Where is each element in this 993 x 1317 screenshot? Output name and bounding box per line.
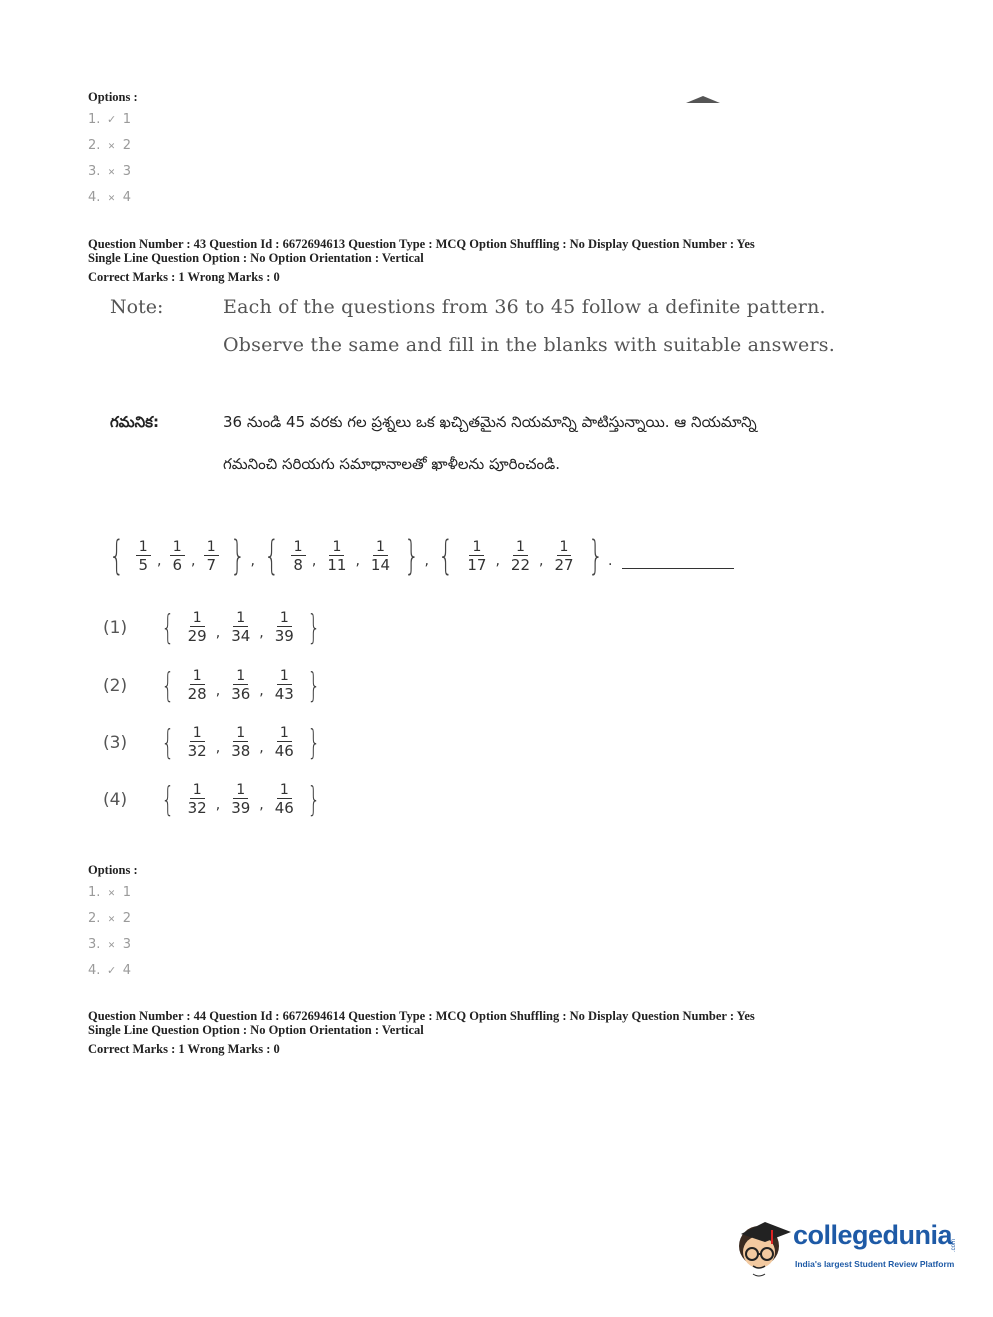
- choice-3: (3) { $\frac{1}{32}$ , $\frac{1}{38}$ , $\frac{1}{46}$ }: [103, 722, 321, 763]
- logo-tagline: India's largest Student Review Platform: [795, 1259, 955, 1269]
- q43-options-heading: Options :: [88, 863, 138, 877]
- collegedunia-logo[interactable]: [735, 1212, 960, 1280]
- q44-meta-line3: Correct Marks : 1 Wrong Marks : 0: [88, 1042, 280, 1056]
- q43-option-4: 4. ✓ 4: [88, 963, 131, 978]
- scroll-up-icon[interactable]: [686, 96, 720, 103]
- fraction: $\frac{1}{22}$: [510, 538, 530, 574]
- cross-icon: ✕: [107, 142, 116, 152]
- mascot-icon: [735, 1212, 793, 1278]
- q44-meta-line1: Question Number : 44 Question Id : 6672694614 Question Type : MCQ Option Shuffling : No Display Question Number : Yes: [88, 1009, 755, 1023]
- prev-options-heading: Options :: [88, 90, 138, 104]
- q43-meta-line3: Correct Marks : 1 Wrong Marks : 0: [88, 270, 280, 284]
- fraction: $\frac{1}{11}$: [327, 538, 347, 574]
- cross-icon: ✕: [107, 889, 116, 899]
- fraction: $\frac{1}{8}$: [290, 539, 306, 574]
- q43-meta-line1: Question Number : 43 Question Id : 6672694613 Question Type : MCQ Option Shuffling : No Display Question Number : Yes: [88, 237, 755, 251]
- fraction: $\frac{1}{7}$: [203, 539, 219, 574]
- telugu-note-line-2: గమనించి సరియగు సమాధానాలతో ఖాళీలను పూరించండి.: [223, 455, 560, 473]
- logo-name: collegedunia: [793, 1220, 953, 1250]
- check-icon: ✓: [106, 964, 117, 977]
- q43-option-3: 3. ✕ 3: [88, 937, 131, 952]
- q44-meta-line2: Single Line Question Option : No Option Orientation : Vertical: [88, 1023, 424, 1037]
- choice-4: (4) { $\frac{1}{32}$ , $\frac{1}{39}$ , $\frac{1}{46}$ }: [103, 779, 321, 820]
- prev-option-4: 4. ✕ 4: [88, 190, 131, 205]
- note-line-1: Each of the questions from 36 to 45 follow a definite pattern.: [223, 296, 826, 318]
- open-brace: {: [437, 533, 454, 579]
- open-brace: {: [109, 533, 125, 579]
- close-brace: }: [404, 533, 420, 579]
- prev-option-2: 2. ✕ 2: [88, 138, 131, 153]
- answer-blank: [622, 568, 734, 569]
- cross-icon: ✕: [107, 915, 116, 925]
- telugu-note-label: గమనిక:: [110, 413, 159, 431]
- prev-option-1: 1. ✓ 1: [88, 112, 131, 127]
- question-sequence: { $\frac{1}{5}$ , $\frac{1}{6}$ , $\frac{1}{7}$ } , { $\frac{1}{8}$ , $\frac{1}{11}$ , $\frac{1}{14}$ } , { $\frac{1}{17}$ , $\frac{1}{22}$ , $\frac{1}{27}$ } .: [104, 536, 734, 576]
- fraction: $\frac{1}{17}$: [467, 538, 487, 574]
- cross-icon: ✕: [107, 194, 116, 204]
- logo-suffix: .com: [951, 1238, 957, 1252]
- note-label: Note:: [110, 296, 164, 318]
- close-brace: }: [230, 533, 246, 579]
- prev-option-3: 3. ✕ 3: [88, 164, 131, 179]
- fraction: $\frac{1}{27}$: [554, 538, 574, 574]
- telugu-note-line-1: 36 నుండి 45 వరకు గల ప్రశ్నలు ఒక ఖచ్చితమైన నియమాన్ని పాటిస్తున్నాయి. ఆ నియమాన్ని: [223, 413, 757, 431]
- check-icon: ✓: [106, 113, 117, 126]
- note-line-2: Observe the same and fill in the blanks with suitable answers.: [223, 334, 835, 356]
- fraction: $\frac{1}{6}$: [169, 539, 185, 574]
- close-brace: }: [587, 533, 603, 579]
- open-brace: {: [263, 533, 280, 579]
- choice-1: (1) { $\frac{1}{29}$ , $\frac{1}{34}$ , $\frac{1}{39}$ }: [103, 607, 321, 648]
- fraction: $\frac{1}{14}$: [370, 538, 390, 574]
- q43-meta-line2: Single Line Question Option : No Option Orientation : Vertical: [88, 251, 424, 265]
- fraction: $\frac{1}{5}$: [135, 539, 151, 574]
- choice-2: (2) { $\frac{1}{28}$ , $\frac{1}{36}$ , $\frac{1}{43}$ }: [103, 665, 321, 706]
- cross-icon: ✕: [107, 168, 116, 178]
- q43-option-2: 2. ✕ 2: [88, 911, 131, 926]
- cross-icon: ✕: [107, 941, 116, 951]
- q43-option-1: 1. ✕ 1: [88, 885, 131, 900]
